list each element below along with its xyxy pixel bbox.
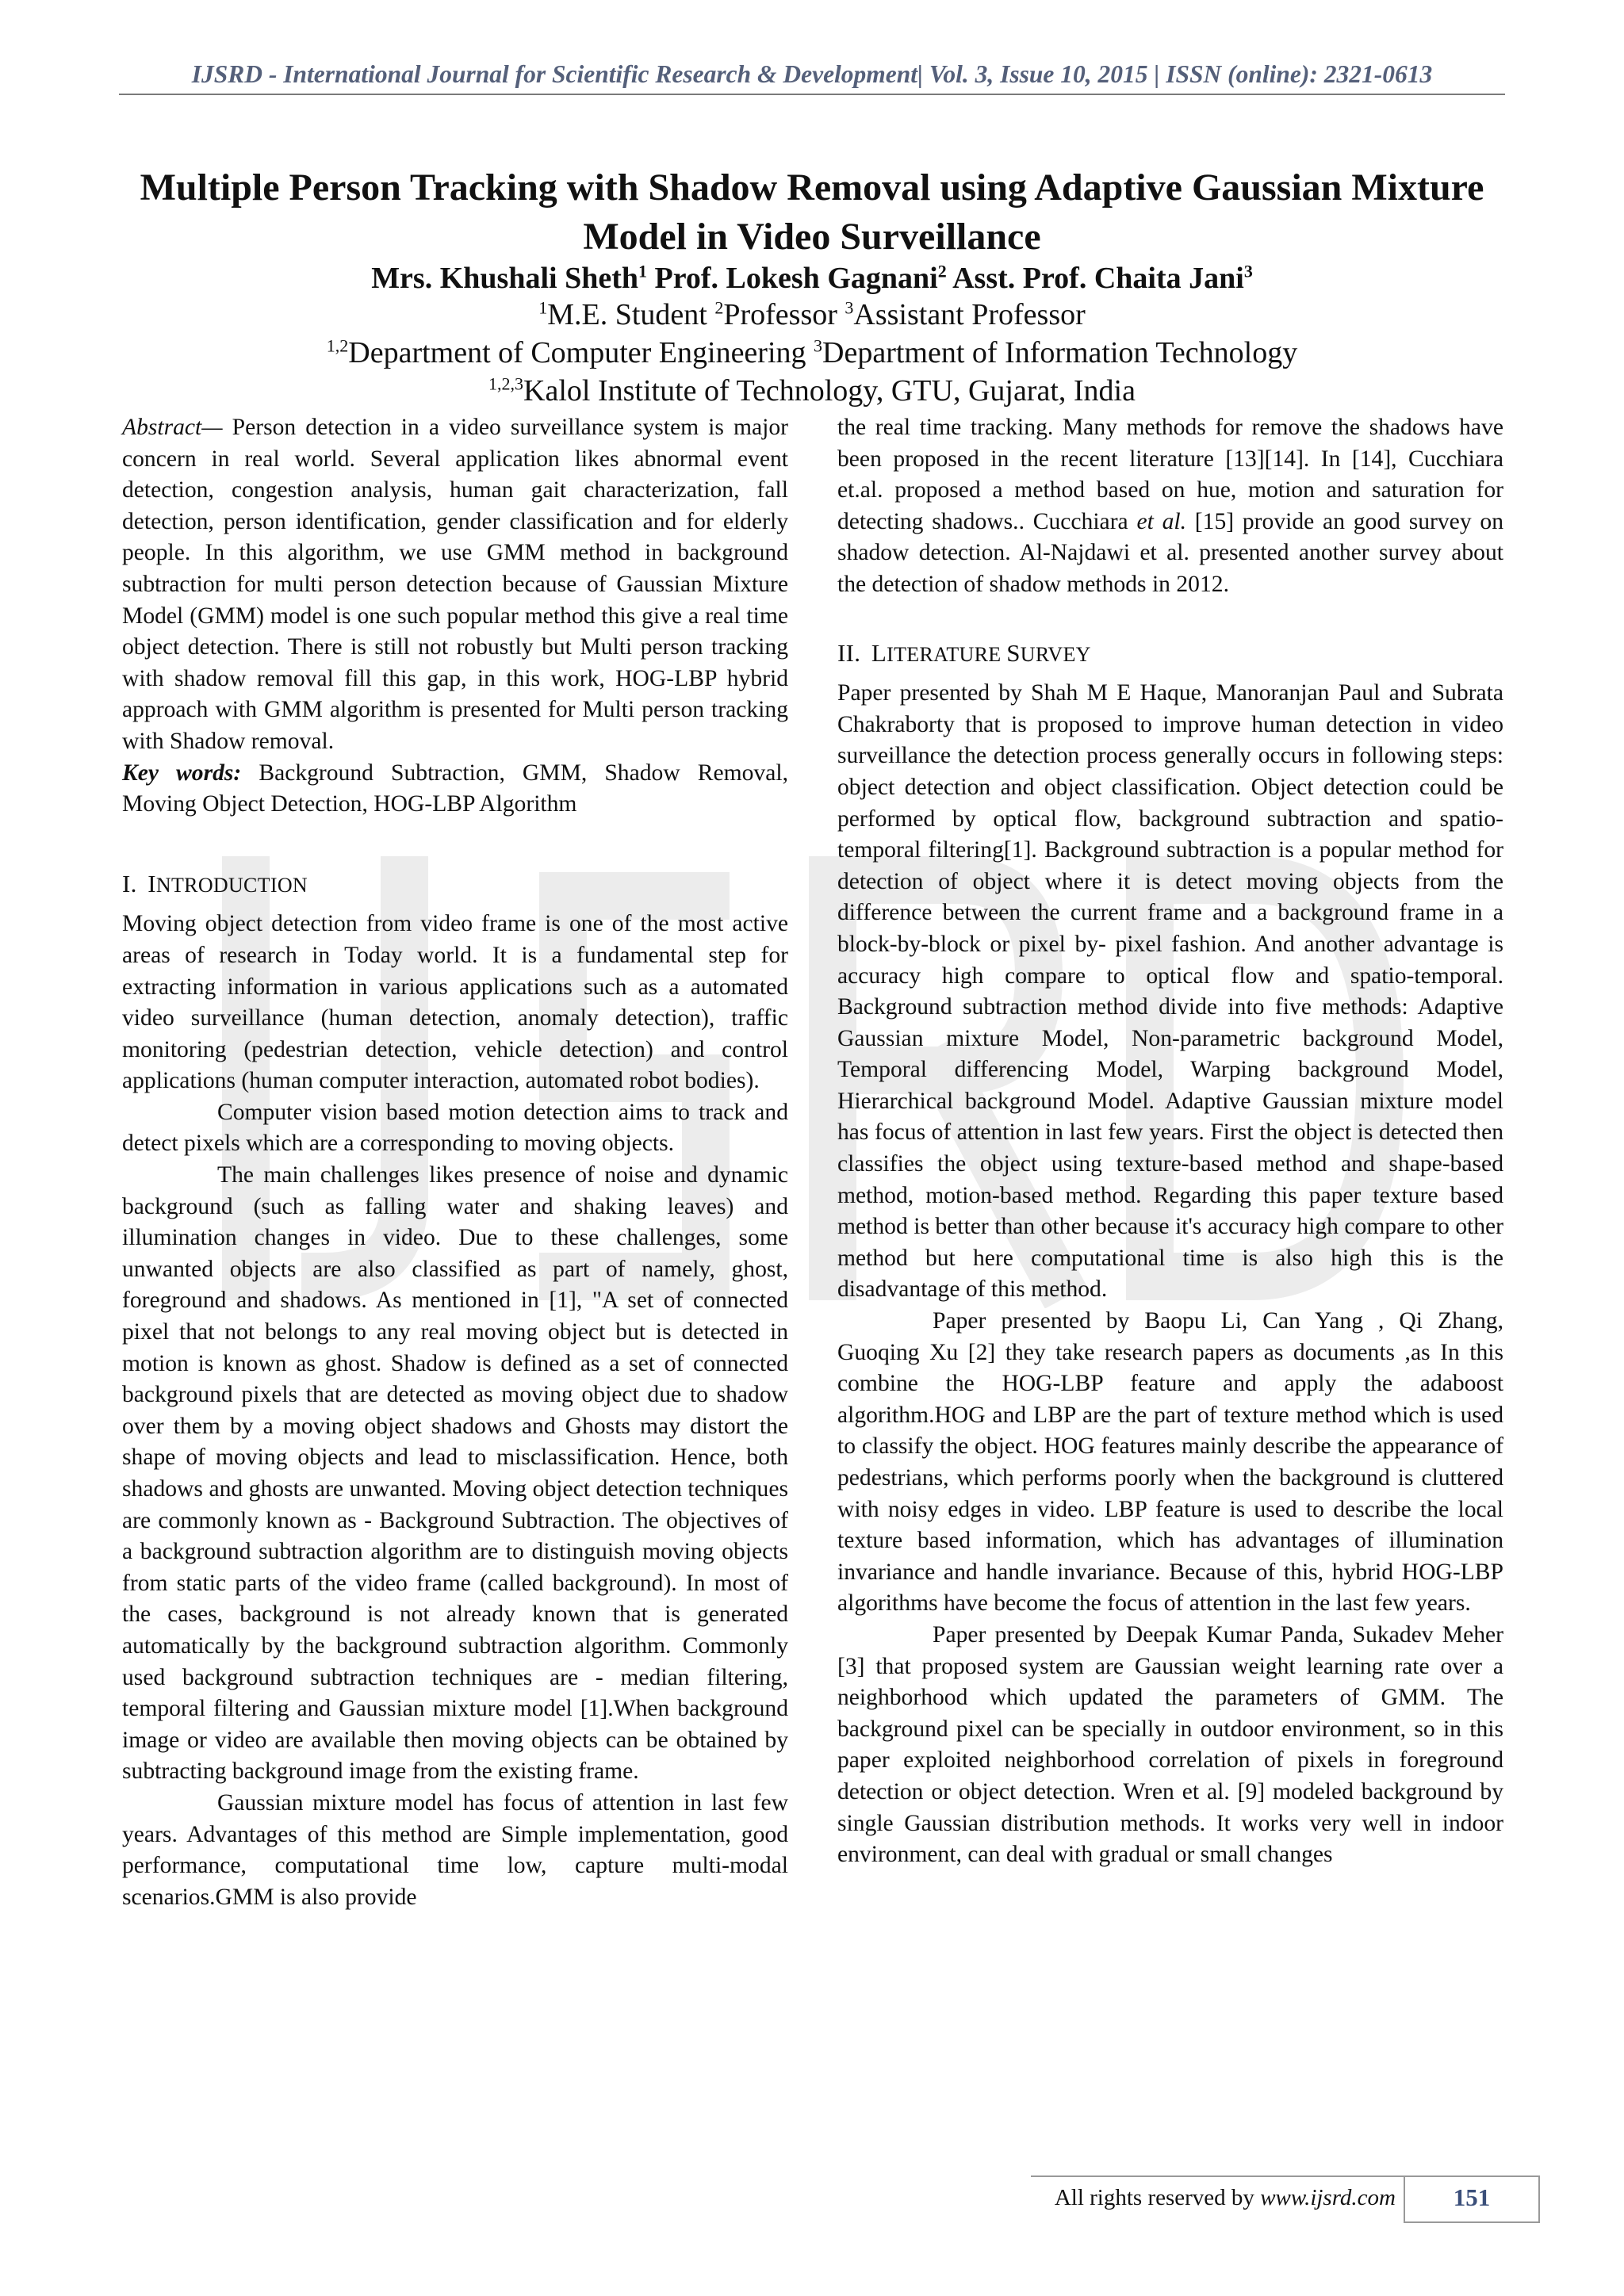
journal-header: IJSRD - International Journal for Scientific Research & Development| Vol. 3, Issue 10, 2015 | ISSN (online): 2321-0613 bbox=[191, 60, 1433, 88]
section-initial: L bbox=[871, 638, 887, 667]
affiliation-departments bbox=[119, 335, 1505, 371]
rights-text: All rights reserved by bbox=[1054, 2185, 1261, 2210]
author-name: Mrs. Khushali Sheth bbox=[371, 262, 638, 295]
role-text: Assistant Professor bbox=[853, 298, 1086, 331]
abstract bbox=[122, 412, 788, 758]
section-number: I. bbox=[122, 869, 137, 897]
keywords bbox=[122, 758, 788, 821]
author-name: Prof. Lokesh Gagnani bbox=[654, 262, 938, 295]
role-text: Professor bbox=[723, 298, 845, 331]
journal-website-link[interactable]: www.ijsrd.com bbox=[1260, 2185, 1396, 2210]
intro-paragraph: Computer vision based motion detection aims to track and detect pixels which are a corresponding to moving objects. bbox=[122, 1099, 788, 1157]
section-number: II. bbox=[837, 638, 861, 667]
continuation-etal: et al. bbox=[1136, 508, 1187, 534]
header-rule bbox=[119, 94, 1505, 95]
role-text: M.E. Student bbox=[547, 298, 715, 331]
affiliation-institute bbox=[119, 373, 1505, 409]
section-title-rest: URVEY bbox=[1020, 642, 1091, 666]
abstract-label: Abstract— bbox=[122, 415, 223, 440]
literature-paragraph: Paper presented by Deepak Kumar Panda, Sukadev Meher [3] that proposed system are Gaussian weight learning rate over a neighborhood which updated the parameters of GMM. The background pixel can be specially in outdoor environment, so in this paper exploited neighborhood correlation of pixels in foreground detection or object detection. Wren et al. [9] modeled background by single Gaussian distribution methods. It works very well in indoor environment, can deal with gradual or small changes bbox=[837, 1621, 1503, 1868]
keywords-label: Key words: bbox=[122, 760, 242, 786]
section-initial: I bbox=[147, 869, 156, 897]
role-sup: 3 bbox=[845, 297, 854, 318]
role-sup: 2 bbox=[714, 297, 724, 318]
dept-text: Department of Computer Engineering bbox=[348, 336, 814, 369]
continuation-text: the real time tracking. Many methods for remove the shadows have been proposed in the recent literature [13][14]. In [14], Cucchiara et.al. proposed a method based on hue, motion and saturation for detecting shadows.. Cucchiara bbox=[837, 415, 1503, 534]
role-sup: 1 bbox=[538, 297, 548, 318]
intro-paragraph: Gaussian mixture model has focus of attention in last few years. Advantages of this method are Simple implementation, good performance, computational time low, capture multi-modal scenarios.GMM is also provide bbox=[122, 1789, 788, 1910]
intro-paragraph: Moving object detection from video frame is one of the most active areas of research in Today world. It is a fundamental step for extracting information in various applications such as a automated video surveillance (human detection, anomaly detection), traffic monitoring (pedestrian detection, vehicle detection) and control applications (human computer interaction, automated robot bodies). bbox=[122, 911, 788, 1094]
abstract-text: Person detection in a video surveillance system is major concern in real world. Several application likes abnormal event detection, congestion analysis, human gait characterization, fall detection, person identification, gender classification and for elderly people. In this algorithm, we use GMM method in background subtraction for multi person detection because of Gaussian Mixture Model (GMM) model is one such popular method this give a real time object detection. There is still not robustly but Multi person tracking with shadow removal fill this gap, in this work, HOG-LBP hybrid approach with GMM algorithm is presented for Multi person tracking with Shadow removal. bbox=[122, 415, 788, 754]
literature-paragraph: Paper presented by Baopu Li, Can Yang , Qi Zhang, Guoqing Xu [2] they take research papers as documents ,as In this combine the HOG-LBP feature and apply the adaboost algorithm.HOG and LBP are the part of texture method which is used to classify the object. HOG features mainly describe the appearance of pedestrians, which performs poorly when the background is cluttered with noisy edges in video. LBP feature is used to describe the local texture based information, which has advantages of illumination invariance and handle invariance. Because of this, hybrid HOG-LBP algorithms have become the focus of attention in the last few years. bbox=[837, 1308, 1503, 1617]
page-number: 151 bbox=[1453, 2183, 1491, 2211]
section-title-rest: ITERATURE bbox=[887, 642, 1007, 666]
author-sup: 3 bbox=[1243, 261, 1253, 281]
author-line bbox=[119, 260, 1505, 297]
section-heading-introduction bbox=[122, 868, 788, 901]
author-name: Asst. Prof. Chaita Jani bbox=[952, 262, 1244, 295]
section-heading-literature-survey bbox=[837, 637, 1503, 671]
intro-continuation bbox=[837, 412, 1503, 601]
author-sup: 1 bbox=[638, 261, 647, 281]
dept-sup: 3 bbox=[814, 335, 823, 356]
paper-title: Multiple Person Tracking with Shadow Removal using Adaptive Gaussian Mixture Model in Video Surveillance bbox=[140, 166, 1484, 258]
affiliation-roles bbox=[119, 297, 1505, 333]
dept-sup: 1,2 bbox=[326, 335, 349, 356]
literature-paragraph: Paper presented by Shah M E Haque, Manoranjan Paul and Subrata Chakraborty that is proposed to improve human detection in video surveillance the detection process generally occurs in following steps: object detection and object classification. Object detection could be performed by optical flow, background subtraction and spatio-temporal filtering[1]. Background subtraction is a popular method for detection of object where it is detect moving objects from the difference between the current frame and a background frame in a block-by-block or pixel by- pixel fashion. And another advantage is accuracy high compare to optical flow and spatio-temporal. Background subtraction method divide into five methods: Adaptive Gaussian mixture Model, Non-parametric background Model, Temporal differencing Model, Warping background Model, Hierarchical background Model. Adaptive Gaussian mixture model has focus of attention in last few years. First the object is detected then classifies the object using texture-based method and shape-based method, motion-based method. Regarding this paper texture based method is better than other because it's accuracy high compare to other method but here computational time is also high this is the disadvantage of this method. bbox=[837, 680, 1503, 1303]
continuation-text: [15] provide an good survey on shadow detection. Al-Najdawi et al. presented another survey about the detection of shadow methods in 2012. bbox=[837, 508, 1503, 597]
author-sup: 2 bbox=[937, 261, 947, 281]
intro-paragraph: The main challenges likes presence of noise and dynamic background (such as falling water and shaking leaves) and illumination changes in video. Due to these challenges, some unwanted objects are also classified as part of namely, ghost, foreground and shadows. As mentioned in [1], "A set of connected pixel that not belongs to any real moving object but is detected in motion is known as ghost. Shadow is defined as a set of connected background pixels that are detected as moving object due to shadow over them by a moving object shadows and Ghosts may distort the shape of moving objects and lead to misclassification. Hence, both shadows and ghosts are unwanted. Moving object detection techniques are commonly known as - Background Subtraction. The objectives of a background subtraction algorithm are to distinguish moving objects from static parts of the video frame (called background). In most of the cases, background is not already known that is generated automatically by the background subtraction algorithm. Commonly used background subtraction techniques are - median filtering, temporal filtering and Gaussian mixture model [1].When background image or video are available then moving objects can be obtained by subtracting background image from the existing frame. bbox=[122, 1162, 788, 1785]
section-title-rest: NTRODUCTION bbox=[155, 873, 308, 897]
institute-sup: 1,2,3 bbox=[488, 373, 524, 394]
footer-rights bbox=[1031, 2185, 1396, 2211]
keywords-text: Background Subtraction, GMM, Shadow Removal, Moving Object Detection, HOG-LBP Algorithm bbox=[122, 760, 788, 817]
right-column bbox=[837, 412, 1503, 1871]
institute-text: Kalol Institute of Technology, GTU, Gujarat, India bbox=[523, 374, 1136, 408]
section-initial: S bbox=[1006, 638, 1021, 667]
dept-text: Department of Information Technology bbox=[822, 336, 1298, 369]
left-column bbox=[122, 412, 788, 1913]
